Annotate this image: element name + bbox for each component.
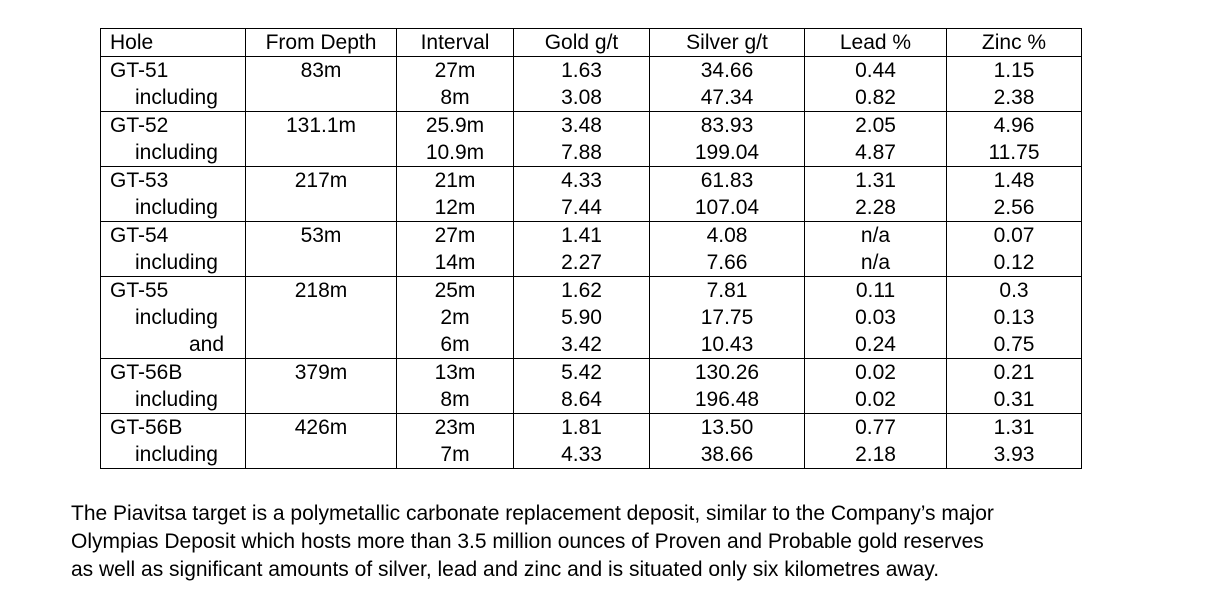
cell-gold: 1.41 bbox=[514, 222, 650, 250]
cell-zinc: 0.75 bbox=[947, 331, 1082, 359]
cell-silver: 199.04 bbox=[650, 139, 805, 167]
cell-zinc: 1.15 bbox=[947, 57, 1082, 85]
cell-lead: n/a bbox=[805, 222, 947, 250]
cell-lead: 1.31 bbox=[805, 167, 947, 195]
table-row bbox=[101, 84, 1082, 112]
cell-lead: 0.02 bbox=[805, 359, 947, 387]
cell-interval: 8m bbox=[397, 84, 514, 112]
cell-hole: GT-56B bbox=[101, 414, 246, 442]
header-zinc: Zinc % bbox=[947, 29, 1082, 57]
cell-from-depth: 53m bbox=[246, 222, 397, 250]
cell-gold: 3.08 bbox=[514, 84, 650, 112]
cell-gold: 4.33 bbox=[514, 167, 650, 195]
cell-gold: 1.63 bbox=[514, 57, 650, 85]
cell-interval: 6m bbox=[397, 331, 514, 359]
table-row bbox=[101, 112, 1082, 140]
cell-from-depth: 83m bbox=[246, 57, 397, 85]
header-gold: Gold g/t bbox=[514, 29, 650, 57]
cell-gold: 7.44 bbox=[514, 194, 650, 222]
drill-results-table bbox=[100, 28, 1082, 469]
cell-from-depth: 379m bbox=[246, 359, 397, 387]
header-interval: Interval bbox=[397, 29, 514, 57]
cell-hole: including bbox=[101, 249, 246, 277]
table-row bbox=[101, 331, 1082, 359]
cell-zinc: 0.07 bbox=[947, 222, 1082, 250]
cell-silver: 7.81 bbox=[650, 277, 805, 305]
cell-silver: 38.66 bbox=[650, 441, 805, 469]
header-lead: Lead % bbox=[805, 29, 947, 57]
table-header bbox=[101, 29, 1082, 57]
header-row bbox=[101, 29, 1082, 57]
cell-hole: GT-51 bbox=[101, 57, 246, 85]
cell-silver: 4.08 bbox=[650, 222, 805, 250]
table-row bbox=[101, 277, 1082, 305]
cell-lead: 0.77 bbox=[805, 414, 947, 442]
cell-lead: 4.87 bbox=[805, 139, 947, 167]
cell-silver: 196.48 bbox=[650, 386, 805, 414]
cell-interval: 7m bbox=[397, 441, 514, 469]
cell-zinc: 1.31 bbox=[947, 414, 1082, 442]
cell-hole: GT-52 bbox=[101, 112, 246, 140]
header-silver: Silver g/t bbox=[650, 29, 805, 57]
cell-interval: 25.9m bbox=[397, 112, 514, 140]
cell-silver: 83.93 bbox=[650, 112, 805, 140]
cell-gold: 1.81 bbox=[514, 414, 650, 442]
cell-interval: 14m bbox=[397, 249, 514, 277]
cell-silver: 61.83 bbox=[650, 167, 805, 195]
table-row bbox=[101, 194, 1082, 222]
cell-from-depth: 426m bbox=[246, 414, 397, 442]
cell-lead: 0.02 bbox=[805, 386, 947, 414]
cell-zinc: 2.38 bbox=[947, 84, 1082, 112]
cell-silver: 34.66 bbox=[650, 57, 805, 85]
cell-hole: GT-54 bbox=[101, 222, 246, 250]
description-paragraph bbox=[71, 500, 1191, 584]
cell-interval: 2m bbox=[397, 304, 514, 331]
cell-lead: 0.44 bbox=[805, 57, 947, 85]
cell-interval: 10.9m bbox=[397, 139, 514, 167]
cell-zinc: 0.31 bbox=[947, 386, 1082, 414]
cell-lead: 0.24 bbox=[805, 331, 947, 359]
cell-silver: 13.50 bbox=[650, 414, 805, 442]
cell-gold: 7.88 bbox=[514, 139, 650, 167]
cell-zinc: 1.48 bbox=[947, 167, 1082, 195]
cell-gold: 5.42 bbox=[514, 359, 650, 387]
cell-gold: 4.33 bbox=[514, 441, 650, 469]
cell-lead: 0.11 bbox=[805, 277, 947, 305]
cell-interval: 21m bbox=[397, 167, 514, 195]
cell-gold: 3.42 bbox=[514, 331, 650, 359]
cell-zinc: 0.21 bbox=[947, 359, 1082, 387]
description-line: as well as significant amounts of silver, lead and zinc and is situated only six kilometres away. bbox=[71, 558, 940, 581]
cell-gold: 5.90 bbox=[514, 304, 650, 331]
table-row bbox=[101, 386, 1082, 414]
cell-silver: 10.43 bbox=[650, 331, 805, 359]
cell-lead: 2.05 bbox=[805, 112, 947, 140]
cell-hole: GT-53 bbox=[101, 167, 246, 195]
cell-hole: including bbox=[101, 84, 246, 112]
cell-zinc: 0.3 bbox=[947, 277, 1082, 305]
description-line: Olympias Deposit which hosts more than 3.5 million ounces of Proven and Probable gold reserves bbox=[71, 530, 984, 553]
table-row bbox=[101, 167, 1082, 195]
cell-hole: including bbox=[101, 441, 246, 469]
cell-from-depth bbox=[246, 139, 397, 167]
table-row bbox=[101, 249, 1082, 277]
cell-from-depth bbox=[246, 386, 397, 414]
cell-gold: 2.27 bbox=[514, 249, 650, 277]
cell-lead: 0.03 bbox=[805, 304, 947, 331]
table-body bbox=[101, 57, 1082, 469]
cell-gold: 8.64 bbox=[514, 386, 650, 414]
cell-from-depth: 218m bbox=[246, 277, 397, 305]
cell-silver: 130.26 bbox=[650, 359, 805, 387]
cell-lead: 2.18 bbox=[805, 441, 947, 469]
cell-silver: 7.66 bbox=[650, 249, 805, 277]
cell-zinc: 2.56 bbox=[947, 194, 1082, 222]
table-row bbox=[101, 359, 1082, 387]
cell-from-depth bbox=[246, 331, 397, 359]
cell-hole: including bbox=[101, 304, 246, 331]
table-row bbox=[101, 304, 1082, 331]
cell-interval: 12m bbox=[397, 194, 514, 222]
table-row bbox=[101, 57, 1082, 85]
cell-from-depth bbox=[246, 84, 397, 112]
table-row bbox=[101, 441, 1082, 469]
cell-hole: including bbox=[101, 194, 246, 222]
cell-from-depth bbox=[246, 194, 397, 222]
cell-silver: 107.04 bbox=[650, 194, 805, 222]
cell-interval: 27m bbox=[397, 222, 514, 250]
cell-lead: 0.82 bbox=[805, 84, 947, 112]
header-from-depth: From Depth bbox=[246, 29, 397, 57]
cell-gold: 1.62 bbox=[514, 277, 650, 305]
cell-from-depth: 131.1m bbox=[246, 112, 397, 140]
cell-interval: 13m bbox=[397, 359, 514, 387]
cell-interval: 23m bbox=[397, 414, 514, 442]
cell-hole: GT-55 bbox=[101, 277, 246, 305]
cell-from-depth bbox=[246, 249, 397, 277]
table-row bbox=[101, 139, 1082, 167]
cell-interval: 25m bbox=[397, 277, 514, 305]
cell-zinc: 0.13 bbox=[947, 304, 1082, 331]
cell-hole: including bbox=[101, 139, 246, 167]
cell-gold: 3.48 bbox=[514, 112, 650, 140]
cell-zinc: 0.12 bbox=[947, 249, 1082, 277]
cell-interval: 27m bbox=[397, 57, 514, 85]
cell-lead: 2.28 bbox=[805, 194, 947, 222]
cell-zinc: 11.75 bbox=[947, 139, 1082, 167]
header-hole: Hole bbox=[101, 29, 246, 57]
cell-from-depth bbox=[246, 304, 397, 331]
description-line: The Piavitsa target is a polymetallic carbonate replacement deposit, similar to the Company’s major bbox=[71, 502, 994, 525]
cell-from-depth bbox=[246, 441, 397, 469]
cell-zinc: 3.93 bbox=[947, 441, 1082, 469]
cell-hole: GT-56B bbox=[101, 359, 246, 387]
cell-silver: 47.34 bbox=[650, 84, 805, 112]
cell-from-depth: 217m bbox=[246, 167, 397, 195]
cell-zinc: 4.96 bbox=[947, 112, 1082, 140]
cell-silver: 17.75 bbox=[650, 304, 805, 331]
table-row bbox=[101, 414, 1082, 442]
cell-hole: including bbox=[101, 386, 246, 414]
cell-hole: and bbox=[101, 331, 246, 359]
table-row bbox=[101, 222, 1082, 250]
cell-lead: n/a bbox=[805, 249, 947, 277]
cell-interval: 8m bbox=[397, 386, 514, 414]
